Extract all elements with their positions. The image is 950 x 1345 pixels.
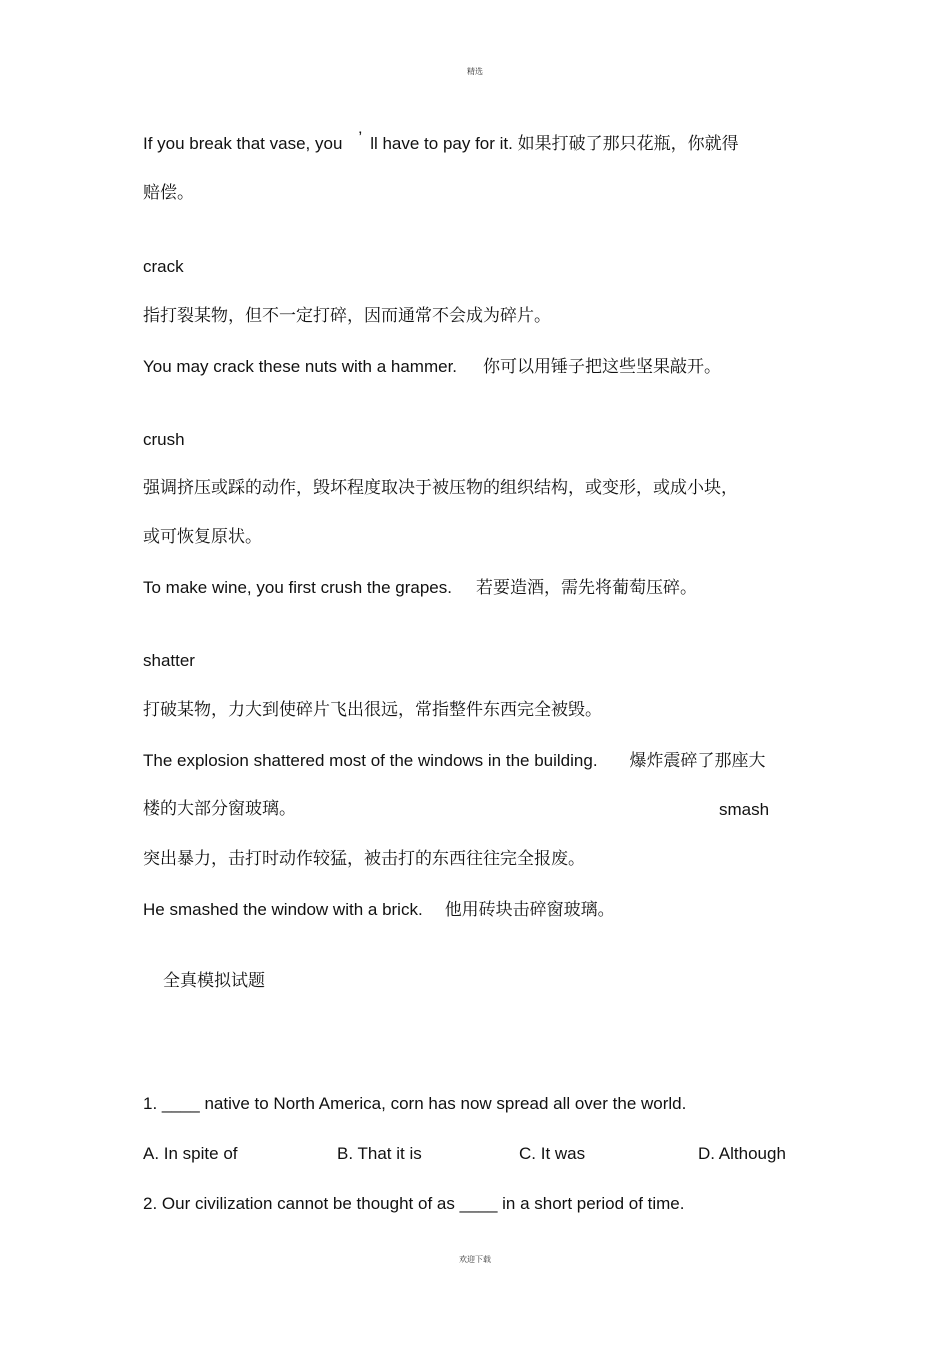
section-title: 全真模拟试题 <box>163 971 265 990</box>
word-crush: crush <box>143 430 185 449</box>
question-1-option-d: D. Although <box>698 1144 786 1163</box>
shatter-example-en: The explosion shattered most of the windows in the building. <box>143 751 598 770</box>
page-header: 精选 <box>467 67 483 76</box>
word-crack: crack <box>143 257 184 276</box>
shatter-example-zh: 爆炸震碎了那座大 <box>629 751 766 770</box>
apostrophe: ’ <box>358 128 363 147</box>
crack-example <box>143 356 721 378</box>
question-2: 2. Our civilization cannot be thought of as ____ in a short period of time. <box>143 1194 685 1213</box>
vase-sentence-part2: ll have to pay for it. 如果打破了那只花瓶，你就得 <box>370 134 739 153</box>
question-1-option-a: A. In spite of <box>143 1144 238 1163</box>
smash-example-en: He smashed the window with a brick. <box>143 900 423 919</box>
page-footer: 欢迎下载 <box>459 1255 491 1264</box>
vase-sentence-part1: If you break that vase, you <box>143 134 343 153</box>
crush-example <box>143 577 697 599</box>
word-shatter: shatter <box>143 651 195 670</box>
shatter-example-cont: 楼的大部分窗玻璃。 <box>143 799 296 818</box>
crush-definition-1: 强调挤压或踩的动作，毁坏程度取决于被压物的组织结构，或变形，或成小块， <box>143 478 738 497</box>
smash-example <box>143 899 615 921</box>
shatter-definition: 打破某物，力大到使碎片飞出很远，常指整件东西完全被毁。 <box>143 700 602 719</box>
crack-definition: 指打裂某物，但不一定打碎，因而通常不会成为碎片。 <box>143 306 551 325</box>
shatter-example <box>143 750 766 772</box>
smash-definition: 突出暴力，击打时动作较猛，被击打的东西往往完全报废。 <box>143 849 585 868</box>
smash-example-zh: 他用砖块击碎窗玻璃。 <box>444 900 615 919</box>
crush-example-en: To make wine, you first crush the grapes. <box>143 578 452 597</box>
question-1-option-c: C. It was <box>519 1144 586 1163</box>
line-vase-sentence-cont: 赔偿。 <box>143 183 194 202</box>
crush-example-zh: 若要造酒，需先将葡萄压碎。 <box>475 578 697 597</box>
word-smash: smash <box>719 800 770 819</box>
crush-definition-2: 或可恢复原状。 <box>143 527 262 546</box>
crack-example-zh: 你可以用锤子把这些坚果敲开。 <box>483 357 722 376</box>
question-1-option-b: B. That it is <box>337 1144 422 1163</box>
question-1: 1. ____ native to North America, corn has now spread all over the world. <box>143 1094 687 1113</box>
crack-example-en: You may crack these nuts with a hammer. <box>143 357 458 376</box>
line-vase-sentence <box>143 128 739 155</box>
